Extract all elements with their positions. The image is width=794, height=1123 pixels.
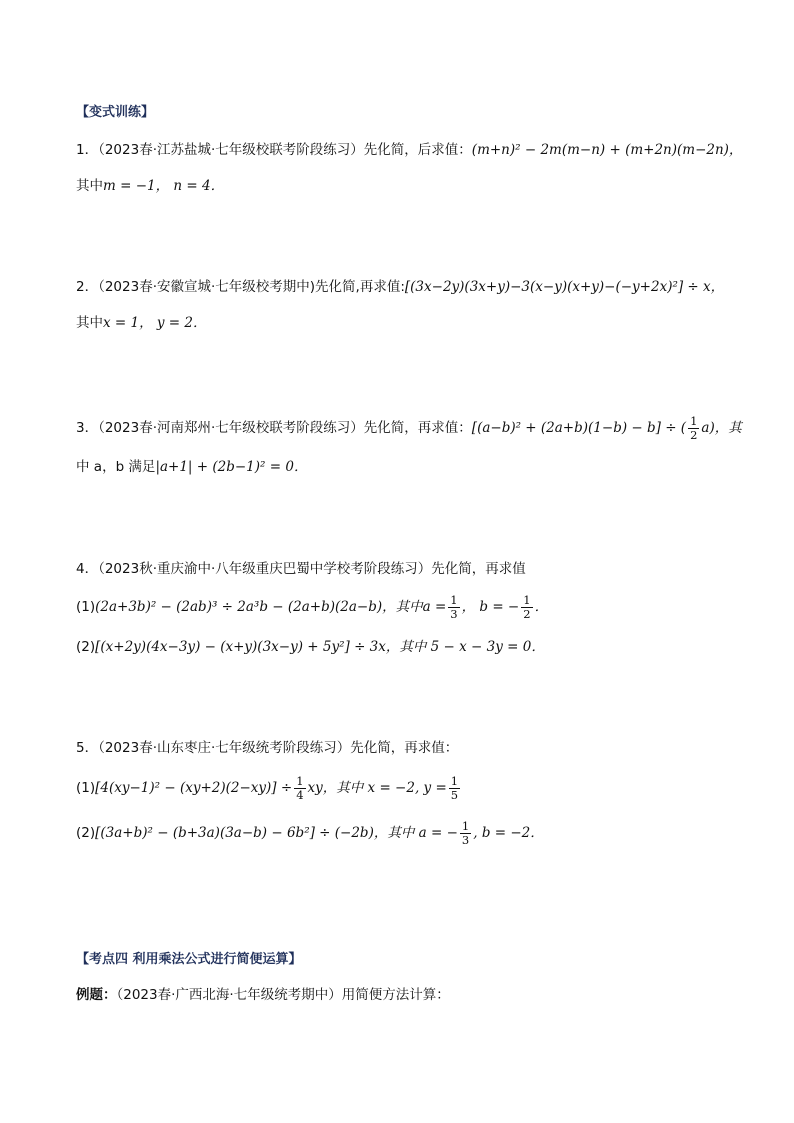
question-source: （2023春·河南郑州·七年级校联考阶段练习）先化简，再求值： (98, 420, 472, 436)
expression: [(x+2y)(4x−3y) − (x+y)(3x−y) + 5y²] ÷ 3x，其中 5 − x − 3y = 0． (95, 639, 545, 655)
expression-part-a: [(a−b)² + (2a+b)(1−b) − b] ÷ ( (471, 420, 687, 436)
condition: m = −1， n = 4． (103, 178, 225, 194)
numerator: 1 (523, 593, 531, 607)
part-label: (1) (76, 780, 96, 796)
end-mark: , b = −2． (473, 825, 544, 841)
condition-prefix: 中 a，b 满足 (76, 459, 156, 475)
expression: [(3x−2y)(3x+y)−3(x−y)(x+y)−(−y+2x)²] ÷ x， (404, 279, 725, 295)
question-number: 4． (76, 561, 99, 577)
example-label: 例题： (76, 987, 117, 1003)
question-number: 2． (76, 279, 99, 295)
section-heading-kaodian: 【考点四 利用乘法公式进行简便运算】 (76, 952, 302, 967)
question-1-line-2 (76, 176, 224, 196)
numerator: 1 (690, 414, 698, 428)
denominator: 4 (296, 788, 304, 802)
question-source: （2023春·山东枣庄·七年级统考阶段练习）先化简，再求值： (98, 740, 459, 756)
expression: [4(xy−1)² − (xy+2)(2−xy)] ÷ (95, 780, 293, 796)
example-text: （2023春·广西北海·七年级统考期中）用简便方法计算： (116, 987, 450, 1003)
condition-prefix: 其中 (76, 315, 103, 331)
question-number: 5． (76, 740, 99, 756)
section-heading-practice: 【变式训练】 (76, 105, 155, 120)
question-4-part-1 (76, 594, 548, 621)
condition: x = 1， y = 2． (103, 315, 207, 331)
part-label: (1) (76, 599, 96, 615)
question-5-part-2 (76, 820, 544, 847)
expression: (m+n)² − 2m(m−n) + (m+2n)(m−2n)， (471, 142, 743, 158)
denominator: 3 (450, 607, 458, 621)
value-a-label: a = (422, 599, 447, 615)
expression: [(3a+b)² − (b+3a)(3a−b) − 6b²] ÷ (−2b)，其中 a = − (95, 825, 458, 841)
expression-middle: xy，其中 x = −2, y = (307, 780, 447, 796)
value-b-label: ， b = − (461, 599, 520, 615)
numerator: 1 (296, 774, 304, 788)
part-label: (2) (76, 639, 96, 655)
fraction-b (521, 594, 532, 621)
question-4-line-1 (76, 559, 526, 579)
denominator: 2 (523, 607, 531, 621)
question-3-line-1 (76, 415, 742, 442)
question-4-part-2 (76, 637, 545, 657)
numerator: 1 (450, 593, 458, 607)
fraction-y (449, 775, 460, 802)
numerator: 1 (461, 819, 470, 833)
condition-prefix: 其中 (76, 178, 103, 194)
fraction (688, 415, 699, 442)
fraction-a (460, 820, 471, 847)
expression-part-b: a)，其 (701, 420, 742, 436)
question-source: （2023秋·重庆渝中·八年级重庆巴蜀中学校考阶段练习）先化简，再求值 (98, 561, 526, 577)
question-5-part-1 (76, 775, 462, 802)
question-1-line-1 (76, 140, 742, 160)
numerator: 1 (450, 774, 459, 788)
question-2-line-1 (76, 277, 724, 297)
expression: (2a+3b)² − (2ab)³ ÷ 2a³b − (2a+b)(2a−b)，其中 (95, 599, 423, 615)
question-number: 1． (76, 142, 99, 158)
denominator: 5 (450, 788, 459, 802)
question-source: （2023春·江苏盐城·七年级校联考阶段练习）先化简，后求值： (98, 142, 472, 158)
question-number: 3． (76, 420, 99, 436)
question-3-line-2 (76, 457, 307, 477)
part-label: (2) (76, 825, 96, 841)
condition: |a+1| + (2b−1)² = 0． (155, 459, 308, 475)
fraction-divisor (294, 775, 305, 802)
fraction-a (448, 594, 459, 621)
question-5-line-1 (76, 738, 458, 758)
denominator: 3 (461, 833, 470, 847)
question-source: （2023春·安徽宣城·七年级校考期中)先化简,再求值: (98, 279, 405, 295)
example-line (76, 985, 450, 1005)
denominator: 2 (690, 428, 698, 442)
end-mark: ． (534, 599, 549, 615)
question-2-line-2 (76, 313, 207, 333)
